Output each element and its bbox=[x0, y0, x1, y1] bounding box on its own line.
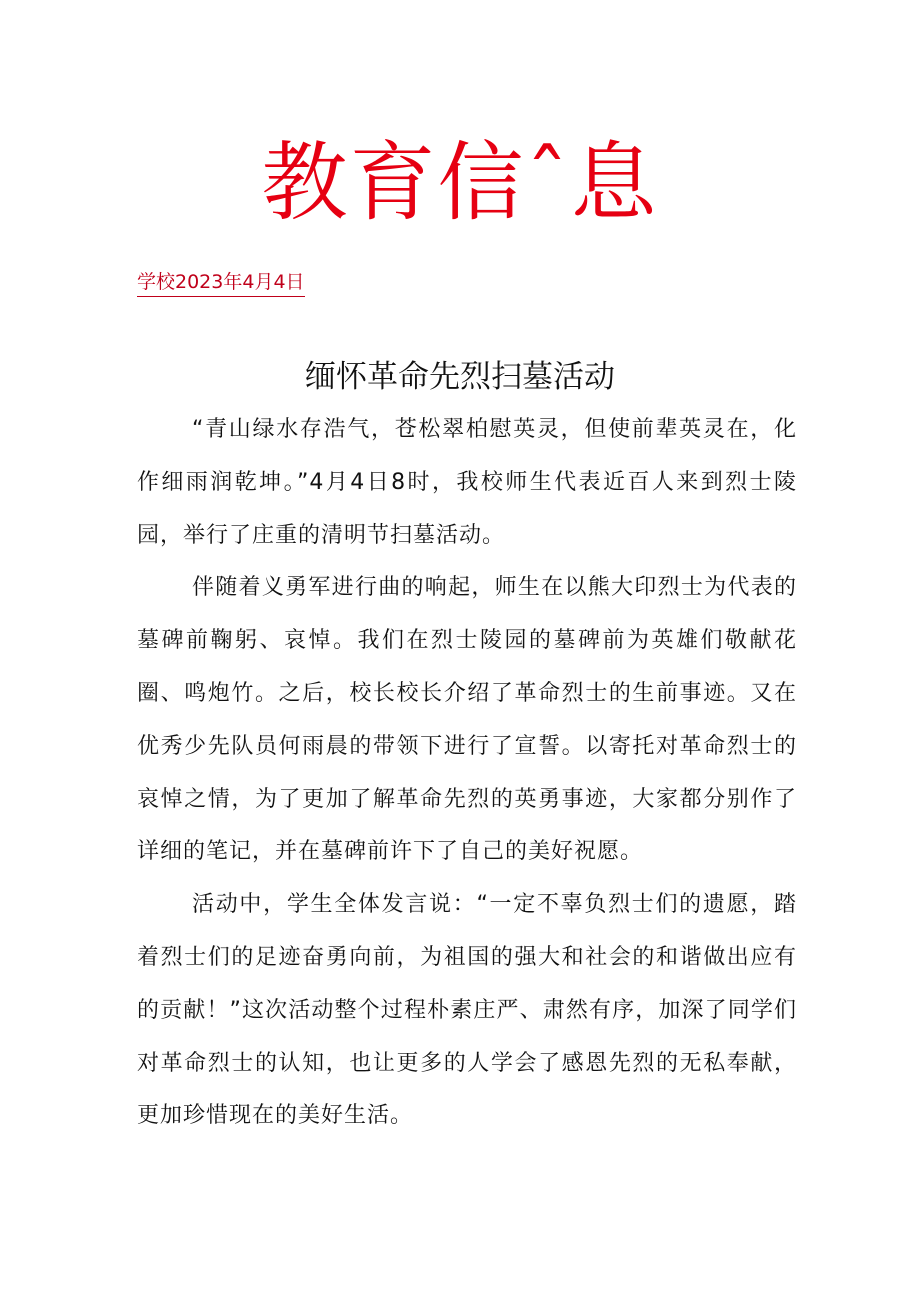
masthead-title: 教育信ˆ息 bbox=[261, 133, 659, 233]
article-paragraph-3: 活动中，学生全体发言说：“一定不辜负烈士们的遗愿，踏着烈士们的足迹奋勇向前，为祖国的强大和社会的和谐做出应有的贡献！”这次活动整个过程朴素庄严、肃然有序，加深了同学们对革命烈士的认知，也让更多的人学会了感恩先烈的无私奉献，更加珍惜现在的美好生活。 bbox=[137, 892, 797, 1129]
article-title: 缅怀革命先烈扫墓活动 bbox=[305, 359, 615, 395]
dateline: 学校2023年4月4日 bbox=[137, 269, 305, 297]
article-paragraph-2: 伴随着义勇军进行曲的响起，师生在以熊大印烈士为代表的墓碑前鞠躬、哀悼。我们在烈士陵园的墓碑前为英雄们敬献花圈、鸣炮竹。之后，校长校长介绍了革命烈士的生前事迹。又在优秀少先队员何雨晨的带领下进行了宣誓。以寄托对革命烈士的哀悼之情，为了更加了解革命先烈的英勇事迹，大家都分别作了详细的笔记，并在墓碑前许下了自己的美好祝愿。 bbox=[137, 575, 797, 865]
article-paragraph-1: “青山绿水存浩气，苍松翠柏慰英灵，但使前辈英灵在，化作细雨润乾坤。”4月4日8时，我校师生代表近百人来到烈士陵园，举行了庄重的清明节扫墓活动。 bbox=[137, 417, 797, 548]
article-body bbox=[137, 404, 797, 1143]
